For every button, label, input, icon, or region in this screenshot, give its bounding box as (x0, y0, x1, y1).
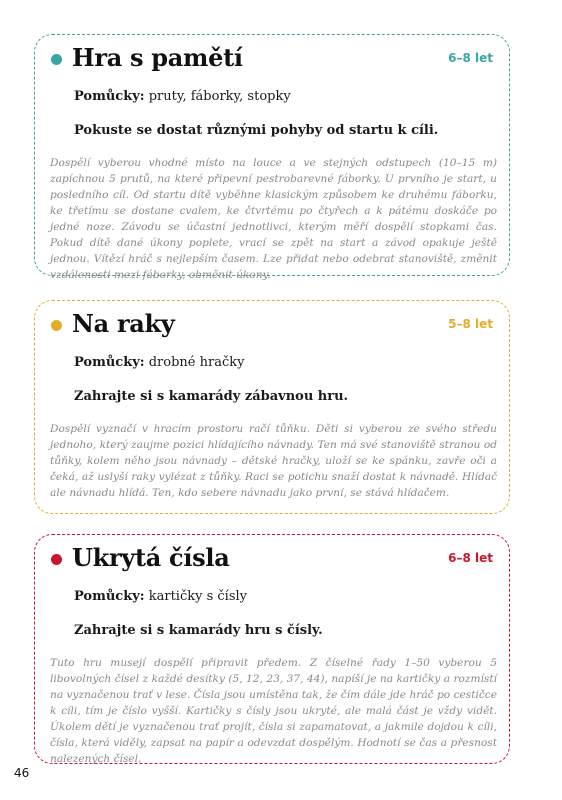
card-goal: Zahrajte si s kamarády hru s čísly. (74, 623, 323, 638)
activity-card-na-raky (34, 300, 510, 514)
card-title: Ukrytá čísla (72, 543, 230, 572)
tools-label: Pomůcky: (74, 355, 145, 370)
tools-value: drobné hračky (148, 355, 245, 370)
tools-value: pruty, fáborky, stopky (148, 89, 291, 104)
age-range: 6–8 let (448, 551, 493, 565)
card-goal: Pokuste se dostat různými pohyby od startu k cíli. (74, 123, 439, 138)
age-range: 5–8 let (448, 317, 493, 331)
tools-line (74, 589, 247, 604)
card-description: Dospělí vyznačí v hracím prostoru račí tůňku. Děti si vyberou ze svého středu jednoho, který zaujme pozici hlídajícího návnady. Ten má své stanoviště stranou od tůňky, kolem něho jsou návnady – dětské hračky, uloží se ke spánku, zavře oči a čeká, až uslyší raky vylézat z tůňky. Raci se potichu snaží dostat k návnadě. Hlídač ale návnadu hlídá. Ten, kdo sebere návnadu jako první, se stává hlídačem. (50, 423, 497, 499)
tools-label: Pomůcky: (74, 589, 145, 604)
tools-value: kartičky s čísly (148, 589, 248, 604)
page-number: 46 (14, 766, 30, 780)
tools-line (74, 89, 291, 104)
card-description: Tuto hru musejí dospělí připravit předem. Z číselné řady 1–50 vyberou 5 libovolných čísel z každé desítky (5, 12, 23, 37, 44), napíší je na kartičky a rozmístí na vyznačenou trať v lese. Čísla jsou umístěna tak, že čím dále jde hráč po cestičce k cíli, tím je číslo vyšší. Kartičky s čísly jsou ukryté, ale malá část je vždy vidět. Úkolem dětí je vyznačenou trať projít, čísla si zapamatovat, a jakmile dojdou k cíli, čísla, která viděly, zapsat na papír a odevzdat dospělým. Hodnotí se čas a přesnost nalezených čísel. (50, 657, 497, 765)
card-title: Na raky (72, 309, 175, 338)
activity-card-ukryta-cisla (34, 534, 510, 764)
yellow-bullet-icon (51, 320, 62, 331)
tools-line (74, 355, 244, 370)
red-bullet-icon (51, 554, 62, 565)
activity-card-hra-s-pameti (34, 34, 510, 281)
card-description: Dospělí vyberou vhodné místo na louce a ve stejných odstupech (10–15 m) zapíchnou 5 prutů, na které připevní pestrobarevné fáborky. U prvního je start, u posledního cíl. Od startu dítě vyběhne klasickým způsobem ke druhému fáborku, ke třetímu se dostane cvalem, ke čtvrtému po čtyřech a k pátému doskáče po jedné noze. Závodu se účastní jednotlivci, kterým měří dospělí stopkami čas. Pokud dítě dané úkony poplete, vrací se zpět na start a závod opakuje ještě jednou. Vítězí hráč s nejlepším časem. Lze přidat nebo odebrat stanoviště, změnit vzdálenosti mezi fáborky, obměnit úkony. (50, 157, 497, 281)
card-title: Hra s pamětí (72, 43, 243, 72)
card-goal: Zahrajte si s kamarády zábavnou hru. (74, 389, 349, 404)
tools-label: Pomůcky: (74, 89, 145, 104)
age-range: 6–8 let (448, 51, 493, 65)
teal-bullet-icon (51, 54, 62, 65)
